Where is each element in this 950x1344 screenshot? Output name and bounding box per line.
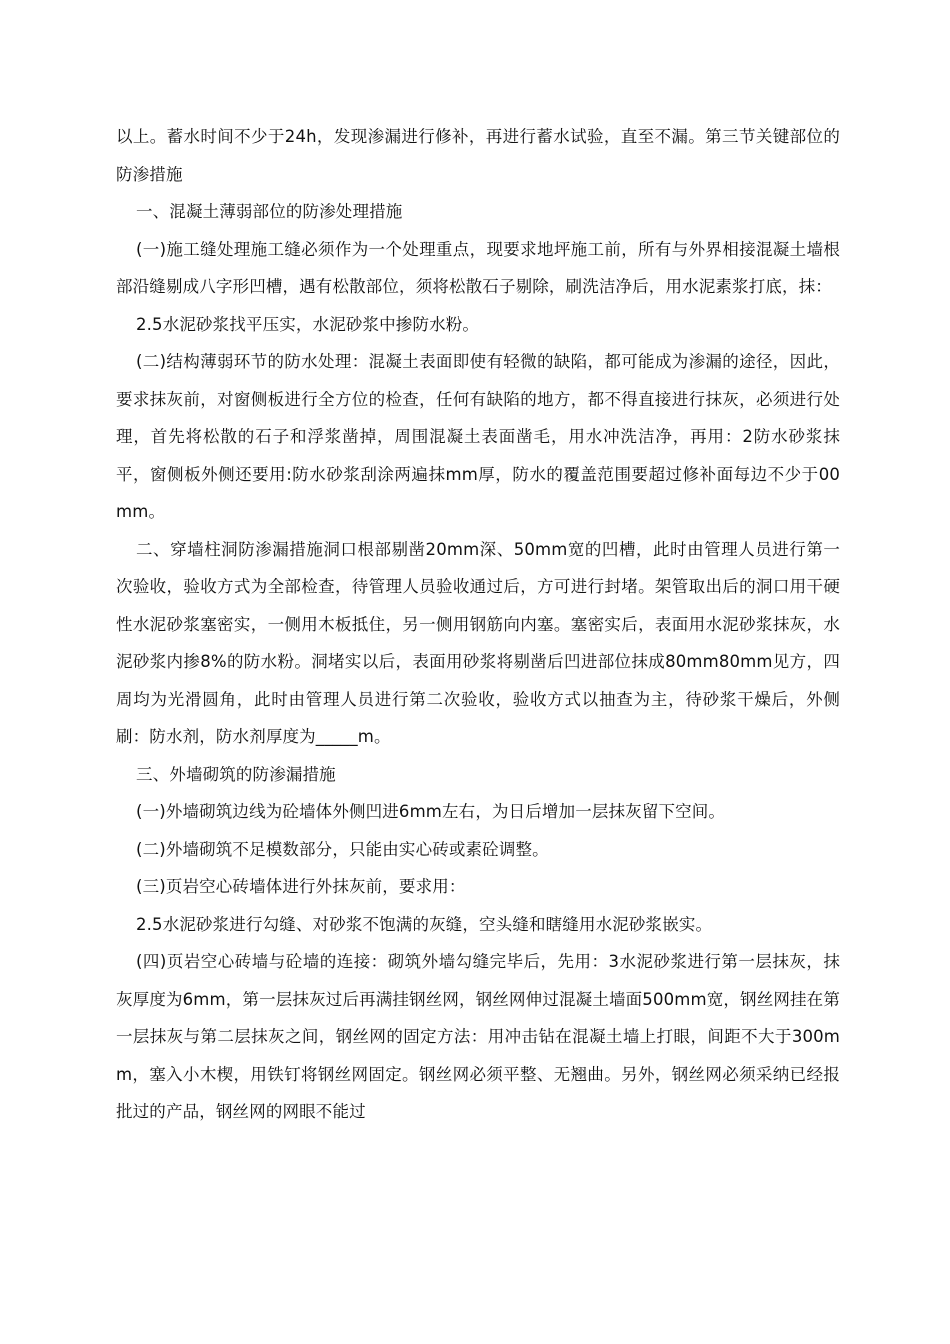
paragraph-wall-column-hole: 二、穿墙柱洞防渗漏措施洞口根部剔凿20mm深、50mm宽的凹槽，此时由管理人员进行第一次验收，验收方式为全部检查，待管理人员验收通过后，方可进行封堵。架管取出后的洞口用干硬性水泥砂浆塞密实，一侧用木板抵住，另一侧用钢筋向内塞。塞密实后，表面用水泥砂浆抹灰，水泥砂浆内掺8%的防水粉。洞堵实以后，表面用砂浆将剔凿后凹进部位抹成80mm80mm见方，四周均为光滑圆角，此时由管理人员进行第二次验收，验收方式以抽查为主，待砂浆干燥后，外侧刷：防水剂，防水剂厚度为_____m。 [116, 539, 840, 746]
paragraph-waterproof-test-continuation: 以上。蓄水时间不少于24h，发现渗漏进行修补，再进行蓄水试验，直至不漏。第三节关键部位的防渗措施 [116, 127, 840, 184]
paragraph-structural-weak-link: (二)结构薄弱环节的防水处理：混凝土表面即使有轻微的缺陷，都可能成为渗漏的途径，因此，要求抹灰前，对窗侧板进行全方位的检查，任何有缺陷的地方，都不得直接进行抹灰，必须进行处理，首先将松散的石子和浮浆凿掉，周围混凝土表面凿毛，用水冲洗洁净，再用：2防水砂浆抹平，窗侧板外侧还要用:防水砂浆刮涂两遍抹mm厚，防水的覆盖范围要超过修补面每边不少于00mm。 [116, 352, 840, 521]
paragraph-masonry-edge-line: (一)外墙砌筑边线为砼墙体外侧凹进6mm左右，为日后增加一层抹灰留下空间。 [136, 802, 726, 821]
paragraph-modulus-adjustment: (二)外墙砌筑不足模数部分，只能由实心砖或素砼调整。 [136, 839, 549, 859]
paragraph-hollow-brick-plastering: (三)页岩空心砖墙体进行外抹灰前，要求用： [136, 877, 466, 896]
document-body [116, 118, 840, 1131]
heading-concrete-weak-points: 一、混凝土薄弱部位的防渗处理措施 [136, 202, 403, 221]
paragraph-mortar-leveling: 2.5水泥砂浆找平压实，水泥砂浆中掺防水粉。 [136, 314, 480, 334]
paragraph-brick-concrete-connection: (四)页岩空心砖墙与砼墙的连接：砌筑外墙勾缝完毕后，先用：3水泥砂浆进行第一层抹灰，抹灰厚度为6mm，第一层抹灰过后再满挂钢丝网，钢丝网伸过混凝土墙面500mm宽，钢丝网挂在第一层抹灰与第二层抹灰之间，钢丝网的固定方法：用冲击钻在混凝土墙上打眼，间距不大于300mm，塞入小木楔，用铁钉将钢丝网固定。钢丝网必须平整、无翘曲。另外，钢丝网必须采纳已经报批过的产品，钢丝网的网眼不能过 [116, 952, 840, 1121]
paragraph-construction-joint: (一)施工缝处理施工缝必须作为一个处理重点，现要求地坪施工前，所有与外界相接混凝土墙根部沿缝剔成八字形凹槽，遇有松散部位，须将松散石子剔除，刷洗洁净后，用水泥素浆打底，抹： [116, 239, 840, 296]
paragraph-mortar-pointing: 2.5水泥砂浆进行勾缝、对砂浆不饱满的灰缝，空头缝和瞎缝用水泥砂浆嵌实。 [136, 914, 713, 934]
heading-exterior-wall-masonry: 三、外墙砌筑的防渗漏措施 [136, 764, 336, 784]
